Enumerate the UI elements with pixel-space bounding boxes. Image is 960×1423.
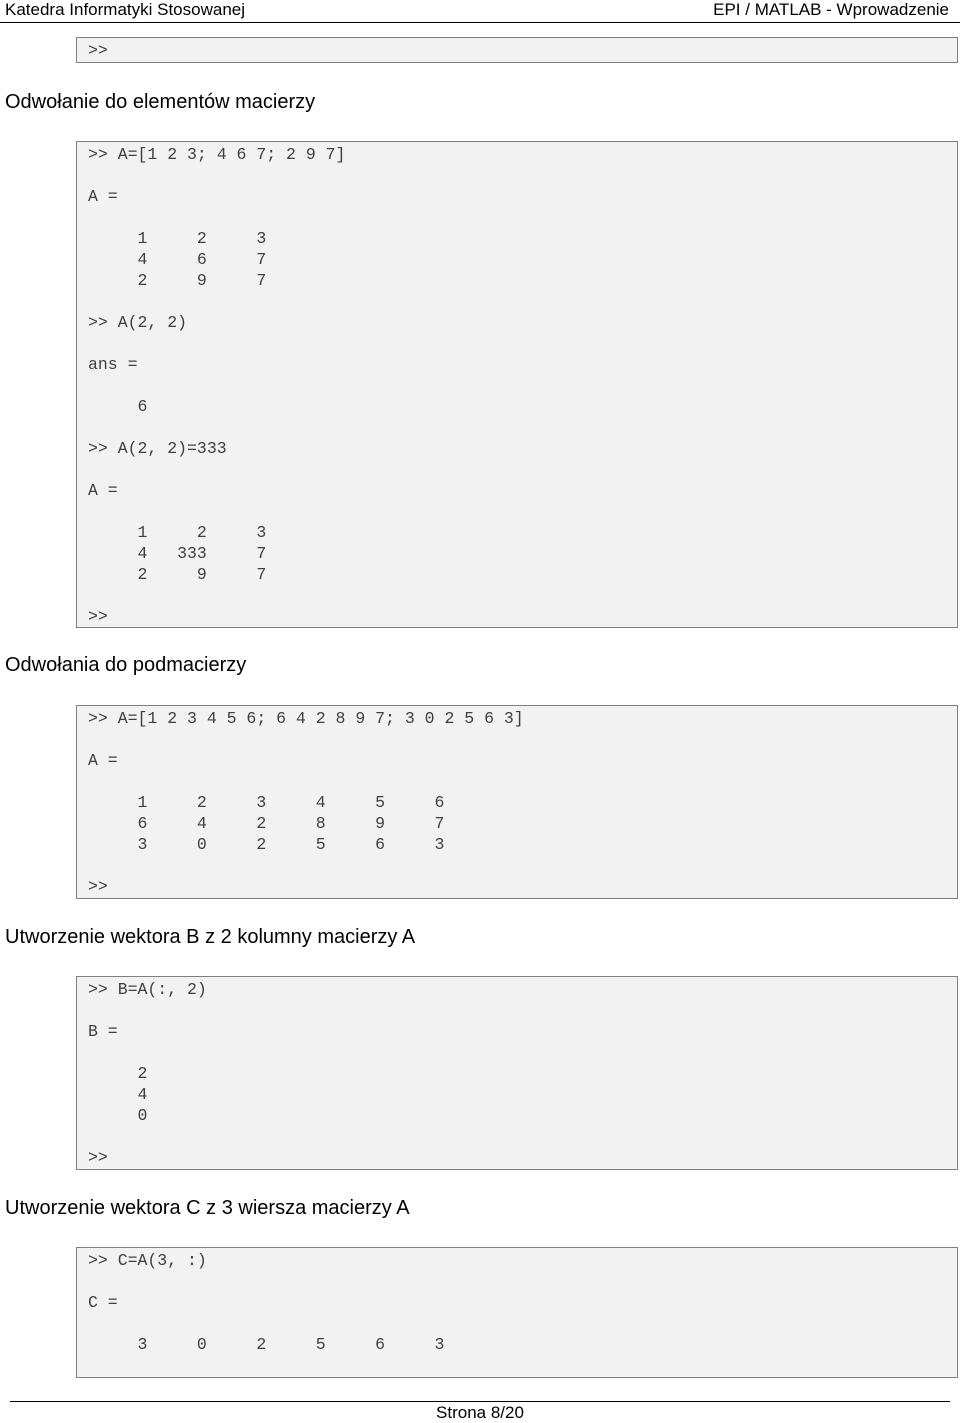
console-line: 3 0 2 5 6 3 <box>88 1335 445 1354</box>
console-line: ans = <box>88 355 138 374</box>
matlab-console-block <box>76 705 958 899</box>
page-header <box>0 0 960 23</box>
matlab-console-block <box>76 976 958 1170</box>
console-line: 6 <box>88 397 148 416</box>
console-line: 2 <box>88 1064 148 1083</box>
page-footer <box>0 1400 960 1422</box>
matlab-console-block <box>76 1247 958 1378</box>
console-line: 0 <box>88 1106 148 1125</box>
console-line: 1 2 3 4 5 6 <box>88 793 445 812</box>
console-line: >> A(2, 2)=333 <box>88 439 227 458</box>
console-line: A = <box>88 481 118 500</box>
page-number: Strona 8/20 <box>436 1403 524 1422</box>
console-line: >> C=A(3, :) <box>88 1251 207 1270</box>
console-line: 4 6 7 <box>88 250 267 269</box>
console-line: 1 2 3 <box>88 229 267 248</box>
matlab-console-block <box>76 141 958 628</box>
console-line: >> A=[1 2 3; 4 6 7; 2 9 7] <box>88 145 346 164</box>
console-line: >> <box>88 607 108 626</box>
console-line: >> <box>88 1148 108 1167</box>
console-line: >> A=[1 2 3 4 5 6; 6 4 2 8 9 7; 3 0 2 5 6 3] <box>88 709 524 728</box>
header-course-title: EPI / MATLAB - Wprowadzenie <box>713 0 949 19</box>
matlab-console-block <box>76 37 958 63</box>
console-line: 4 <box>88 1085 148 1104</box>
console-line: A = <box>88 187 118 206</box>
console-line: 4 333 7 <box>88 544 267 563</box>
console-line: C = <box>88 1293 118 1312</box>
console-line: A = <box>88 751 118 770</box>
console-line: 1 2 3 <box>88 523 267 542</box>
console-line: 6 4 2 8 9 7 <box>88 814 445 833</box>
section-heading: Odwołanie do elementów macierzy <box>5 91 316 113</box>
console-line: >> <box>88 877 108 896</box>
footer-rule <box>10 1401 950 1402</box>
console-line: >> <box>88 41 108 60</box>
console-line: B = <box>88 1022 118 1041</box>
section-heading: Odwołania do podmacierzy <box>5 654 247 676</box>
console-line: >> A(2, 2) <box>88 313 188 332</box>
console-line: 2 9 7 <box>88 271 267 290</box>
console-line: >> B=A(:, 2) <box>88 980 207 999</box>
section-heading: Utworzenie wektora C z 3 wiersza macierzy A <box>5 1197 410 1219</box>
header-department: Katedra Informatyki Stosowanej <box>5 0 246 19</box>
console-line: 3 0 2 5 6 3 <box>88 835 445 854</box>
section-heading: Utworzenie wektora B z 2 kolumny macierzy A <box>5 926 416 948</box>
console-line: 2 9 7 <box>88 565 267 584</box>
